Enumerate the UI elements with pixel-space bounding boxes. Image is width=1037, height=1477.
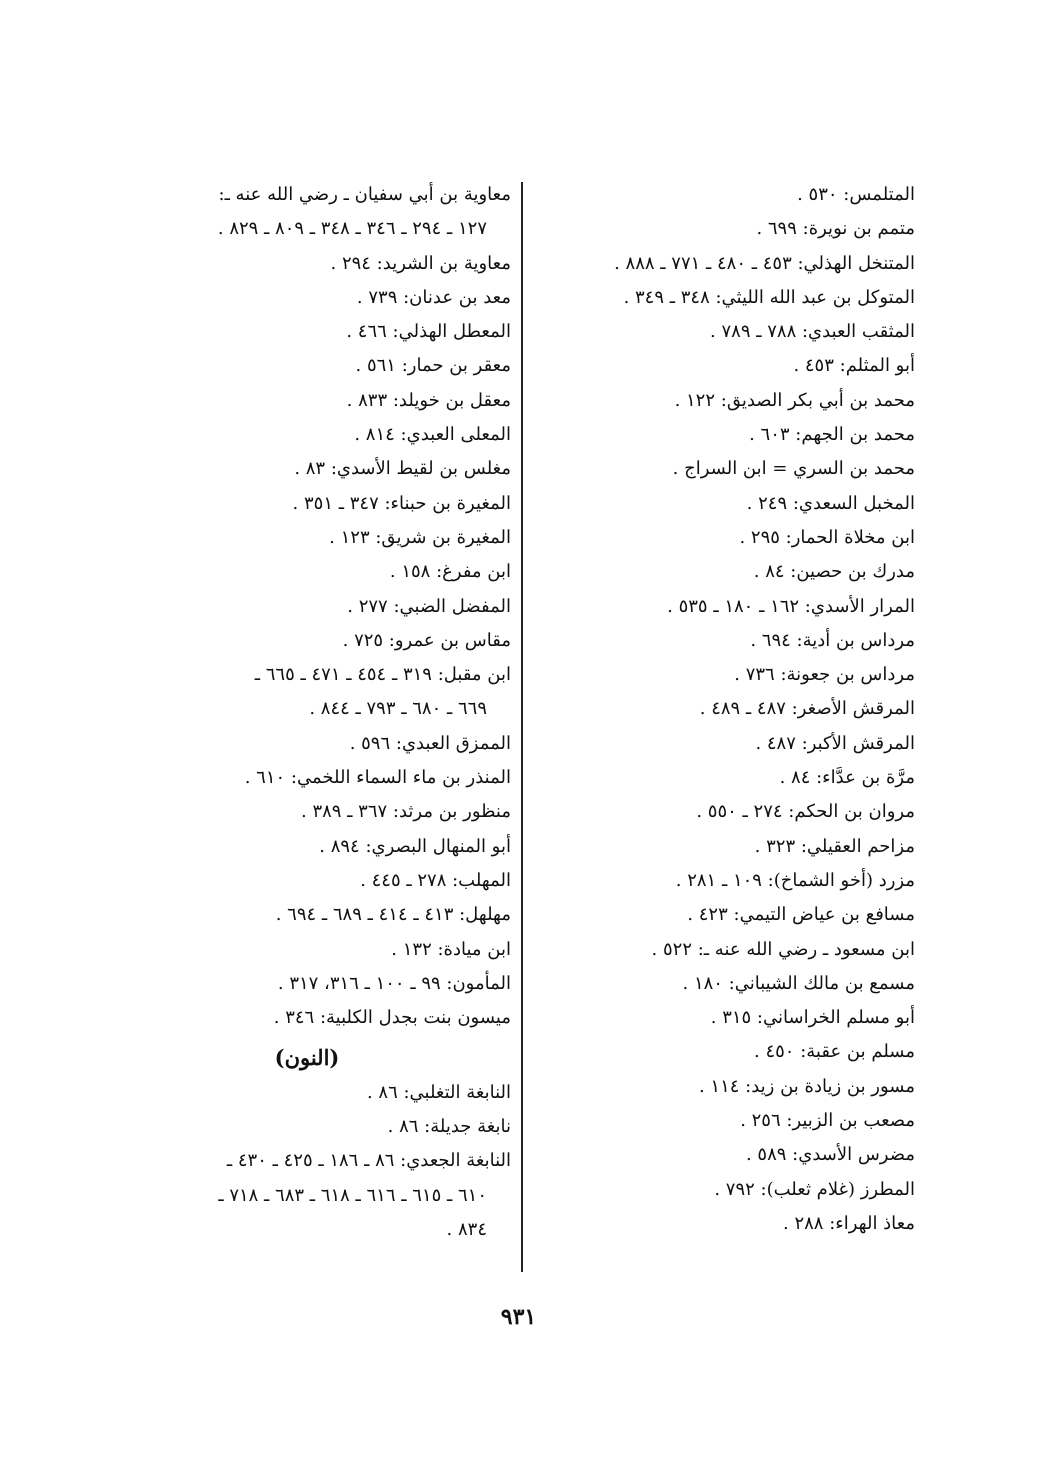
index-entry: معقر بن حمار: ٥٦١ . — [355, 355, 511, 377]
index-entry: مضرس الأسدي: ٥٨٩ . — [745, 1144, 915, 1166]
index-entry: المطرز (غلام ثعلب): ٧٩٢ . — [714, 1178, 915, 1200]
index-entry: المرار الأسدي: ١٦٢ ـ ١٨٠ ـ ٥٣٥ . — [667, 595, 915, 617]
index-entry: أبو المنهال البصري: ٨٩٤ . — [319, 835, 511, 857]
index-entry: مدرك بن حصين: ٨٤ . — [753, 561, 915, 583]
index-entry: مسمع بن مالك الشيباني: ١٨٠ . — [682, 972, 915, 994]
index-entry: ابن مقبل: ٣١٩ ـ ٤٥٤ ـ ٤٧١ ـ ٦٦٥ ـ — [254, 664, 511, 686]
index-column-right — [515, 178, 915, 1241]
index-entry: النابغة الجعدي: ٨٦ ـ ١٨٦ ـ ٤٢٥ ـ ٤٣٠ ـ — [226, 1150, 511, 1172]
page-number: ٩٣١ — [500, 1304, 537, 1330]
index-entry: المخبل السعدي: ٢٤٩ . — [746, 492, 915, 514]
index-entry: النابغة التغلبي: ٨٦ . — [366, 1081, 511, 1103]
index-entry-continuation: ٨٣٤ . — [446, 1218, 487, 1240]
index-entry: المهلب: ٢٧٨ ـ ٤٤٥ . — [360, 869, 511, 891]
index-entry: مرداس بن جعونة: ٧٣٦ . — [734, 664, 915, 686]
index-entry: المنذر بن ماء السماء اللخمي: ٦١٠ . — [244, 767, 511, 789]
index-entry: مزاحم العقيلي: ٣٢٣ . — [754, 835, 915, 857]
index-entry: ابن مخلاة الحمار: ٢٩٥ . — [739, 526, 915, 548]
index-entry: نابغة جديلة: ٨٦ . — [387, 1116, 511, 1138]
index-entry: المأمون: ٩٩ ـ ١٠٠ ـ ٣١٦، ٣١٧ . — [277, 972, 511, 994]
index-entry: المعطل الهذلي: ٤٦٦ . — [346, 321, 511, 343]
index-entry: ابن مسعود ـ رضي الله عنه ـ: ٥٢٢ . — [651, 938, 915, 960]
index-entry: الممزق العبدي: ٥٩٦ . — [349, 732, 511, 754]
index-entry: محمد بن السري = ابن السراج . — [672, 458, 915, 480]
index-entry: معقل بن خويلد: ٨٣٣ . — [346, 389, 511, 411]
section-heading-nun: (النون) — [274, 1045, 340, 1071]
index-entry: المعلى العبدي: ٨١٤ . — [354, 424, 511, 446]
index-entry: مزرد (أخو الشماخ): ١٠٩ ـ ٢٨١ . — [675, 869, 915, 891]
index-entry: محمد بن الجهم: ٦٠٣ . — [749, 424, 915, 446]
index-entry: مصعب بن الزبير: ٢٥٦ . — [740, 1110, 915, 1132]
index-entry: المتلمس: ٥٣٠ . — [797, 184, 915, 205]
index-entry: معد بن عدنان: ٧٣٩ . — [356, 286, 511, 308]
index-entry: المثقب العبدي: ٧٨٨ ـ ٧٨٩ . — [710, 321, 915, 343]
index-entry: المغيرة بن حبناء: ٣٤٧ ـ ٣٥١ . — [292, 492, 511, 514]
index-entry: محمد بن أبي بكر الصديق: ١٢٢ . — [674, 389, 915, 411]
index-entry: مقاس بن عمرو: ٧٢٥ . — [342, 629, 511, 651]
index-entry: مسور بن زيادة بن زيد: ١١٤ . — [698, 1075, 915, 1097]
index-entry: المغيرة بن شريق: ١٢٣ . — [329, 526, 511, 548]
column-divider — [521, 182, 523, 1272]
index-entry: مروان بن الحكم: ٢٧٤ ـ ٥٥٠ . — [696, 801, 915, 823]
index-entry: المتنخل الهذلي: ٤٥٣ ـ ٤٨٠ ـ ٧٧١ ـ ٨٨٨ . — [614, 252, 915, 274]
index-entry-continuation: ١٢٧ ـ ٢٩٤ ـ ٣٤٦ ـ ٣٤٨ ـ ٨٠٩ ـ ٨٢٩ . — [217, 218, 487, 240]
index-entry: المرقش الأصغر: ٤٨٧ ـ ٤٨٩ . — [699, 698, 915, 720]
index-entry: معاوية بن الشريد: ٢٩٤ . — [330, 252, 511, 274]
index-entry: المتوكل بن عبد الله الليثي: ٣٤٨ ـ ٣٤٩ . — [623, 286, 915, 308]
index-column-left — [133, 178, 511, 1247]
index-entry: مرَّة بن عدَّاء: ٨٤ . — [779, 767, 915, 789]
index-entry: ميسون بنت بجدل الكلبية: ٣٤٦ . — [273, 1007, 511, 1029]
index-entry: أبو مسلم الخراساني: ٣١٥ . — [710, 1007, 915, 1029]
index-entries-nun — [133, 1076, 511, 1247]
index-entry: المرقش الأكبر: ٤٨٧ . — [755, 732, 915, 754]
index-entry: منظور بن مرثد: ٣٦٧ ـ ٣٨٩ . — [300, 801, 511, 823]
index-entry-continuation: ٦١٠ ـ ٦١٥ ـ ٦١٦ ـ ٦١٨ ـ ٦٨٣ ـ ٧١٨ ـ — [218, 1184, 487, 1206]
index-entry: متمم بن نويرة: ٦٩٩ . — [756, 218, 915, 240]
index-entry: مهلهل: ٤١٣ ـ ٤١٤ ـ ٦٨٩ ـ ٦٩٤ . — [275, 904, 511, 926]
index-entry: معاوية بن أبي سفيان ـ رضي الله عنه ـ: — [218, 184, 511, 205]
index-entry: مسلم بن عقبة: ٤٥٠ . — [754, 1041, 915, 1063]
index-entry: أبو المثلم: ٤٥٣ . — [793, 355, 915, 377]
index-entry: ابن ميادة: ١٣٢ . — [391, 938, 511, 960]
index-entry: معاذ الهراء: ٢٨٨ . — [783, 1212, 915, 1234]
index-entry: المفضل الضبي: ٢٧٧ . — [347, 595, 511, 617]
index-entries-mim-continued — [133, 178, 511, 1035]
index-entry: مسافع بن عياض التيمي: ٤٢٣ . — [687, 904, 915, 926]
index-entry-continuation: ٦٦٩ ـ ٦٨٠ ـ ٧٩٣ ـ ٨٤٤ . — [309, 698, 487, 720]
index-entry: مرداس بن أدية: ٦٩٤ . — [750, 629, 915, 651]
index-entry: مغلس بن لقيط الأسدي: ٨٣ . — [294, 458, 511, 480]
index-entry: ابن مفرغ: ١٥٨ . — [389, 561, 511, 583]
